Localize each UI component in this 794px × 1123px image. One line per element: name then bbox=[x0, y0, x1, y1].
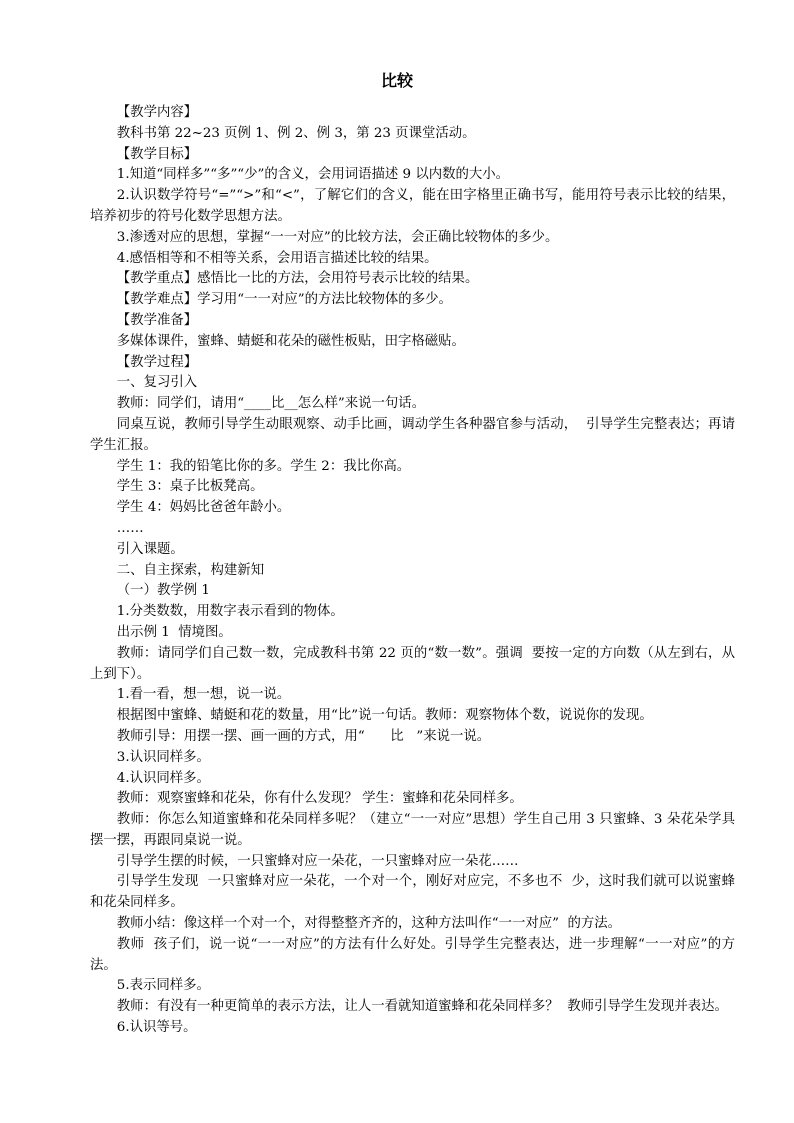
paragraph: 学生 3：桌子比板凳高。 bbox=[116, 479, 264, 495]
paragraph: 引入课题。 bbox=[116, 541, 184, 557]
paragraph: 教师小结：像这样一个对一个，对得整整齐齐的，这种方法叫作“一一对应” 的方法。 bbox=[116, 916, 622, 932]
paragraph: 根据图中蜜蜂、蜻蜓和花的数量，用“比”说一句话。教师：观察物体个数，说说你的发现。 bbox=[116, 708, 653, 724]
document-body bbox=[90, 103, 735, 1039]
paragraph: 教师：同学们，请用“____比__怎么样”来说一句话。 bbox=[116, 396, 426, 412]
paragraph: 教师：有没有一种更简单的表示方法，让人一看就知道蜜蜂和花朵同样多？ 教师引导学生发现并表达。 bbox=[116, 999, 728, 1015]
paragraph: 教师：观察蜜蜂和花朵，你有什么发现？ 学生：蜜蜂和花朵同样多。 bbox=[116, 791, 523, 807]
paragraph: 【教学目标】 bbox=[116, 146, 198, 162]
document-title: 比较 bbox=[380, 71, 413, 90]
paragraph: 学生 4：妈妈比爸爸年龄小。 bbox=[116, 500, 291, 516]
paragraph: 4.认识同样多。 bbox=[116, 770, 210, 786]
paragraph: 【教学难点】学习用“一一对应”的方法比较物体的多少。 bbox=[116, 292, 452, 308]
paragraph: 1.知道“同样多”“多”“少”的含义，会用词语描述 9 以内数的大小。 bbox=[116, 167, 510, 183]
paragraph: 教师：你怎么知道蜜蜂和花朵同样多呢？（建立“一一对应”思想）学生自己用 3 只蜜蜂、3 朵花朵学具摆一摆，再跟同桌说一说。 bbox=[90, 812, 735, 848]
paragraph: 1.分类数数，用数字表示看到的物体。 bbox=[116, 604, 344, 620]
paragraph: 3.渗透对应的思想，掌握“一一对应”的比较方法，会正确比较物体的多少。 bbox=[116, 229, 559, 245]
paragraph: 教科书第 22~23 页例 1、例 2、例 3，第 23 页课堂活动。 bbox=[116, 125, 476, 141]
paragraph: 引导学生摆的时候，一只蜜蜂对应一朵花，一只蜜蜂对应一朵花…… bbox=[116, 853, 519, 869]
paragraph: 教师引导：用摆一摆、画一画的方式，用“ 比 ”来说一说。 bbox=[116, 728, 491, 744]
paragraph: 多媒体课件，蜜蜂、蜻蜓和花朵的磁性板贴，田字格磁贴。 bbox=[116, 333, 465, 349]
paragraph: 4.感悟相等和不相等关系，会用语言描述比较的结果。 bbox=[116, 250, 438, 266]
paragraph: …… bbox=[116, 520, 144, 536]
paragraph: 【教学过程】 bbox=[116, 354, 198, 370]
paragraph: 教师：请同学们自己数一数，完成教科书第 22 页的“数一数”。强调 要按一定的方向数（从左到右，从上到下）。 bbox=[90, 645, 735, 682]
paragraph: （一）教学例 1 bbox=[116, 583, 210, 599]
paragraph: 同桌互说，教师引导学生动眼观察、动手比画，调动学生各种器官参与活动， 引导学生完整表达；再请学生汇报。 bbox=[90, 416, 735, 453]
paragraph: 5.表示同样多。 bbox=[116, 978, 210, 994]
paragraph: 1.看一看，想一想，说一说。 bbox=[116, 687, 291, 703]
paragraph: 教师 孩子们，说一说“一一对应”的方法有什么好处。引导学生完整表达，进一步理解“一一对应”的方法。 bbox=[90, 936, 735, 973]
paragraph: 一、复习引入 bbox=[116, 375, 198, 391]
paragraph: 【教学内容】 bbox=[116, 105, 198, 120]
paragraph: 学生 1：我的铅笔比你的多。学生 2：我比你高。 bbox=[116, 458, 411, 474]
paragraph: 2.认识数学符号“=”“>”和“<”，了解它们的含义，能在田字格里正确书写，能用符号表示比较的结果，培养初步的符号化数学思想方法。 bbox=[90, 188, 735, 224]
paragraph: 3.认识同样多。 bbox=[116, 749, 210, 765]
paragraph: 出示例 1 情境图。 bbox=[116, 624, 232, 640]
paragraph: 引导学生发现 一只蜜蜂对应一朵花，一个对一个，刚好对应完，不多也不 少，这时我们就可以说蜜蜂和花朵同样多。 bbox=[90, 874, 735, 911]
paragraph: 6.认识等号。 bbox=[116, 1020, 197, 1036]
paragraph: 【教学准备】 bbox=[116, 312, 198, 328]
paragraph: 二、自主探索，构建新知 bbox=[116, 562, 265, 578]
paragraph: 【教学重点】感悟比一比的方法，会用符号表示比较的结果。 bbox=[116, 271, 479, 287]
